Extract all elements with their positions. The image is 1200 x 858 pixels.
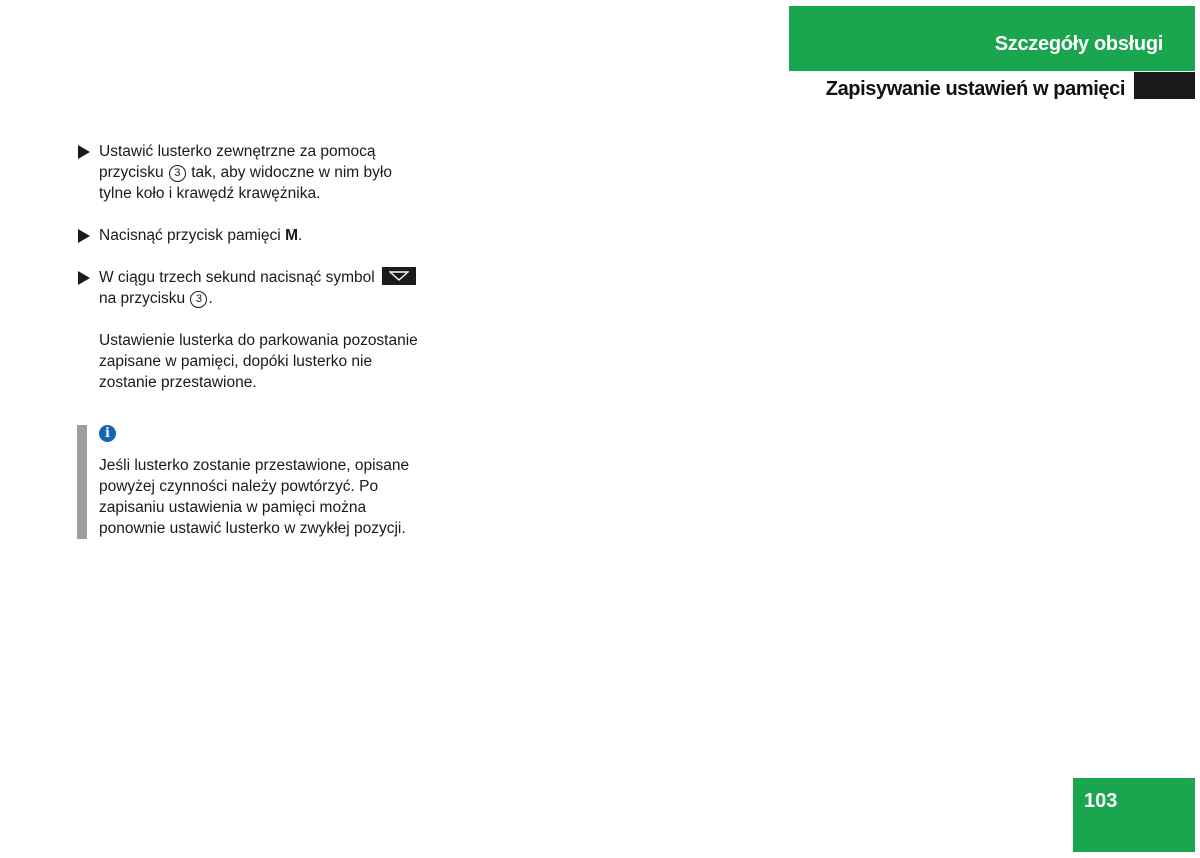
note-text: Jeśli lusterko zostanie przestawione, opisane powyżej czynności należy powtórzyć. Po zapisaniu ustawienia w pamięci można ponownie ustawić lusterko w zwykłej pozycji. bbox=[99, 457, 410, 537]
info-icon: i bbox=[99, 425, 116, 442]
mirror-tilt-down-icon bbox=[382, 267, 416, 285]
button-3-marker: 3 bbox=[169, 165, 186, 182]
instruction-step-1: Ustawić lusterko zewnętrzne za pomocą przycisku 3 tak, aby widoczne w nim było tylne koło i krawędź krawężnika. bbox=[78, 141, 418, 204]
instruction-step-2: Nacisnąć przycisk pamięci M. bbox=[78, 225, 418, 246]
button-3-marker: 3 bbox=[190, 291, 207, 308]
subsection-title: Zapisywanie ustawień w pamięci bbox=[825, 78, 1125, 100]
result-paragraph: Ustawienie lusterka do parkowania pozostanie zapisane w pamięci, dopóki lusterko nie zostanie przestawione. bbox=[99, 332, 418, 391]
step-arrow-icon bbox=[78, 271, 90, 285]
section-title: Szczegóły obsługi bbox=[994, 33, 1163, 55]
memory-button-label: M bbox=[285, 227, 298, 244]
step-arrow-icon bbox=[78, 229, 90, 243]
step-arrow-icon bbox=[78, 145, 90, 159]
page-number: 103 bbox=[1073, 778, 1195, 852]
note-bar bbox=[77, 425, 87, 539]
section-banner bbox=[789, 6, 1195, 71]
section-tab-marker bbox=[1134, 72, 1195, 99]
instruction-step-3: W ciągu trzech sekund nacisnąć symbol na przycisku 3 . bbox=[78, 267, 418, 309]
